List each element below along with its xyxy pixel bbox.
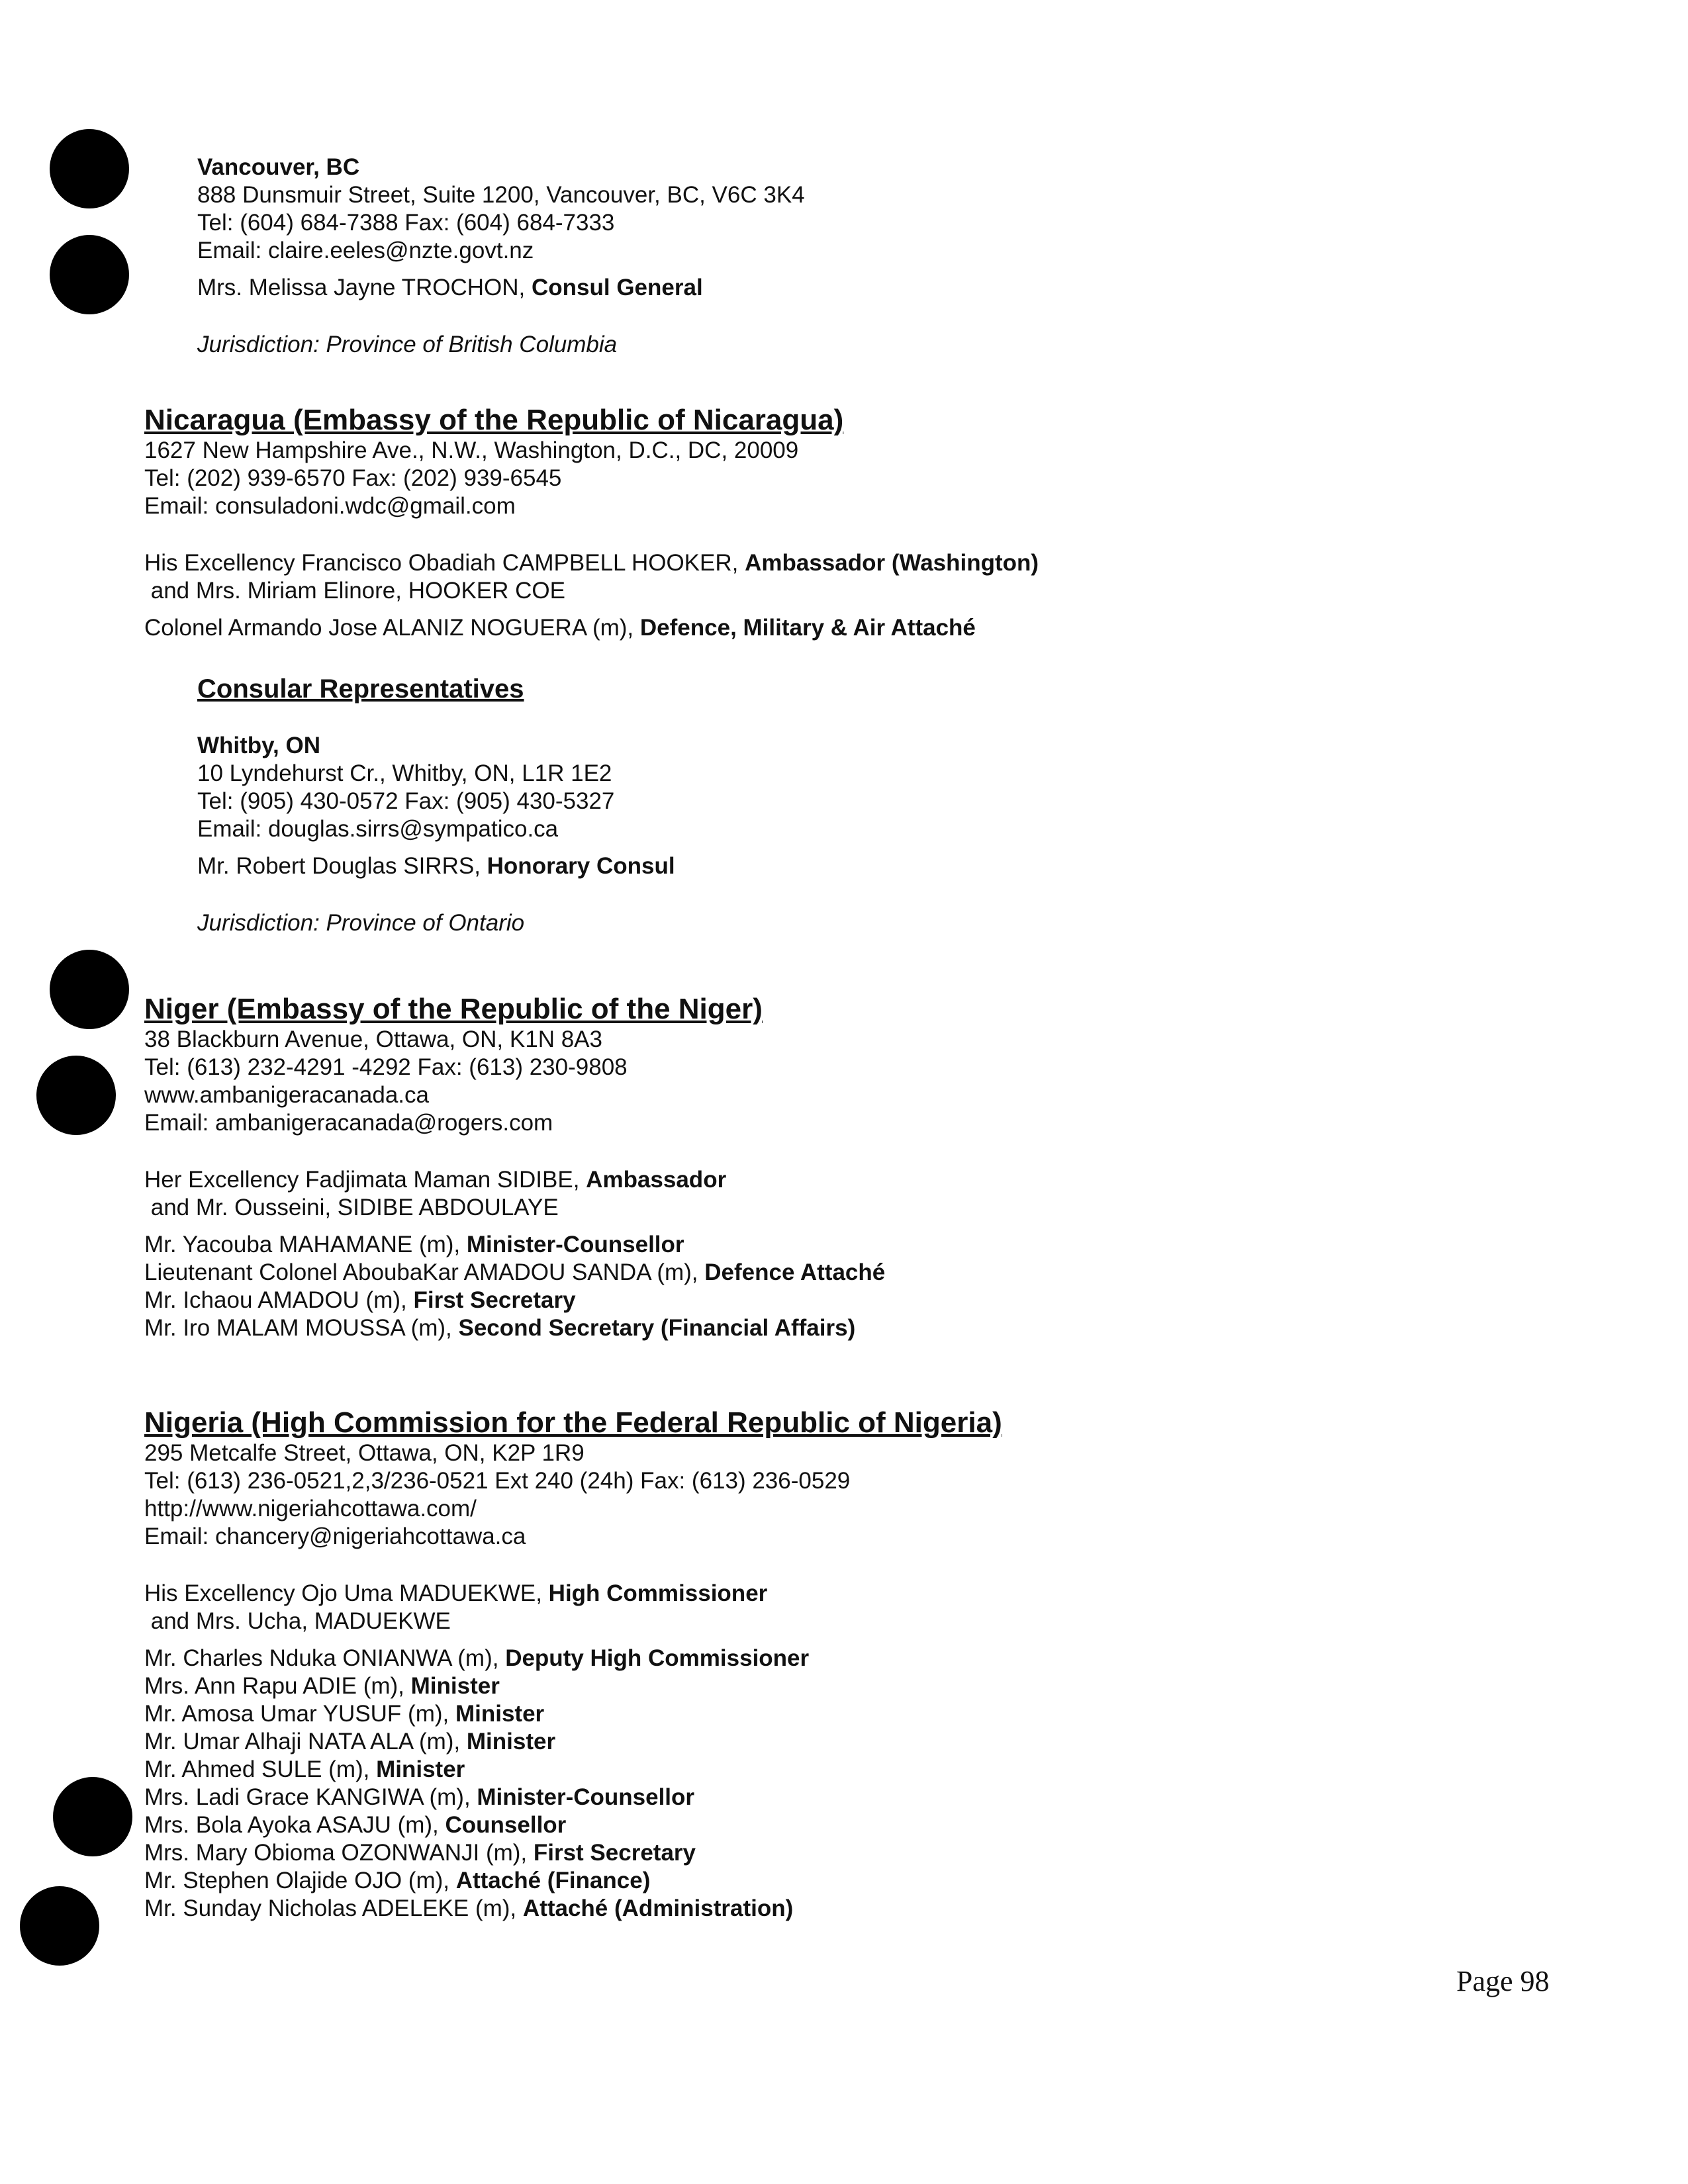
phone-fax: Tel: (613) 232-4291 -4292 Fax: (613) 230-9808: [144, 1054, 628, 1080]
staff-title: Attaché (Finance): [455, 1868, 651, 1893]
staff-title: Minister-Counsellor: [466, 1232, 684, 1257]
jurisdiction: Jurisdiction: Province of Ontario: [197, 910, 525, 936]
phone-fax: Tel: (202) 939-6570 Fax: (202) 939-6545: [144, 465, 562, 491]
email: Email: ambanigeracanada@rogers.com: [144, 1110, 553, 1136]
staff-entry: [144, 1314, 885, 1342]
nicaragua-section: [144, 404, 1039, 642]
staff-entry: [197, 852, 675, 880]
punch-hole: [20, 1886, 99, 1966]
staff-name: Mr. Stephen Olajide OJO (m),: [144, 1868, 456, 1893]
jurisdiction: Jurisdiction: Province of British Columbia: [197, 332, 618, 357]
staff-title: Consul General: [532, 275, 703, 300]
staff-name: Mrs. Ann Rapu ADIE (m),: [144, 1673, 411, 1699]
consular-representatives: [197, 675, 675, 937]
staff-name: His Excellency Ojo Uma MADUEKWE,: [144, 1580, 549, 1606]
staff-entry: [144, 1895, 1002, 1923]
staff-title: Minister: [376, 1756, 465, 1782]
phone-fax: Tel: (905) 430-0572 Fax: (905) 430-5327: [197, 788, 615, 814]
head-of-mission: [144, 1166, 885, 1194]
staff-entry: [144, 1867, 1002, 1895]
staff-name: Mr. Iro MALAM MOUSSA (m),: [144, 1315, 459, 1341]
staff-name: Mr. Ichaou AMADOU (m),: [144, 1287, 414, 1313]
email: Email: douglas.sirrs@sympatico.ca: [197, 816, 559, 842]
staff-name: Mr. Umar Alhaji NATA ALA (m),: [144, 1729, 467, 1754]
staff-title: Minister: [410, 1673, 500, 1699]
punch-hole: [50, 950, 129, 1029]
phone-fax: Tel: (613) 236-0521,2,3/236-0521 Ext 240 (24h) Fax: (613) 236-0529: [144, 1468, 851, 1494]
staff-name: His Excellency Francisco Obadiah CAMPBELL HOOKER,: [144, 550, 745, 576]
staff-title: Defence, Military & Air Attaché: [639, 615, 976, 641]
staff-entry: [144, 1756, 1002, 1784]
spouse: and Mr. Ousseini, SIDIBE ABDOULAYE: [150, 1195, 559, 1220]
staff-title: Minister-Counsellor: [477, 1784, 695, 1810]
staff-entry: [144, 614, 1039, 642]
staff-name: Mr. Sunday Nicholas ADELEKE (m),: [144, 1895, 523, 1921]
staff-name: Mrs. Melissa Jayne TROCHON,: [197, 275, 532, 300]
staff-title: Minister: [466, 1729, 556, 1754]
staff-entry: [197, 274, 805, 302]
city-name: Vancouver, BC: [197, 154, 360, 180]
staff-name: Mr. Amosa Umar YUSUF (m),: [144, 1701, 455, 1727]
address: 1627 New Hampshire Ave., N.W., Washington, D.C., DC, 20009: [144, 437, 799, 463]
staff-name: Mr. Yacouba MAHAMANE (m),: [144, 1232, 467, 1257]
niger-section: [144, 993, 885, 1342]
punch-hole: [50, 129, 129, 208]
staff-entry: [144, 1839, 1002, 1867]
email: Email: consuladoni.wdc@gmail.com: [144, 493, 516, 519]
punch-hole: [50, 235, 129, 314]
staff-title: First Secretary: [413, 1287, 576, 1313]
staff-title: High Commissioner: [548, 1580, 768, 1606]
country-heading: Nicaragua (Embassy of the Republic of Nicaragua): [144, 404, 844, 436]
staff-title: Defence Attaché: [704, 1259, 886, 1285]
staff-title: Deputy High Commissioner: [505, 1645, 810, 1671]
staff-entry: [144, 1672, 1002, 1700]
staff-name: Mr. Charles Nduka ONIANWA (m),: [144, 1645, 506, 1671]
head-of-mission: [144, 1580, 1002, 1608]
staff-entry: [144, 1645, 1002, 1672]
staff-title: Ambassador (Washington): [745, 550, 1039, 576]
section-subheading: Consular Representatives: [197, 674, 524, 704]
spouse: and Mrs. Miriam Elinore, HOOKER COE: [150, 578, 565, 604]
staff-name: Mrs. Ladi Grace KANGIWA (m),: [144, 1784, 477, 1810]
staff-title: Attaché (Administration): [522, 1895, 794, 1921]
staff-title: Minister: [455, 1701, 545, 1727]
staff-name: Mrs. Mary Obioma OZONWANJI (m),: [144, 1840, 534, 1866]
staff-name: Her Excellency Fadjimata Maman SIDIBE,: [144, 1167, 586, 1193]
staff-entry: [144, 1700, 1002, 1728]
staff-name: Colonel Armando Jose ALANIZ NOGUERA (m),: [144, 615, 640, 641]
staff-title: First Secretary: [533, 1840, 696, 1866]
staff-entry: [144, 1231, 885, 1259]
email: Email: claire.eeles@nzte.govt.nz: [197, 238, 534, 263]
staff-entry: [144, 1811, 1002, 1839]
address: 295 Metcalfe Street, Ottawa, ON, K2P 1R9: [144, 1440, 585, 1466]
staff-name: Mr. Robert Douglas SIRRS,: [197, 853, 487, 879]
staff-title: Counsellor: [445, 1812, 567, 1838]
vancouver-consulate: [197, 154, 805, 359]
email: Email: chancery@nigeriahcottawa.ca: [144, 1524, 526, 1549]
country-heading: Nigeria (High Commission for the Federal Republic of Nigeria): [144, 1406, 1002, 1439]
staff-title: Ambassador: [586, 1167, 727, 1193]
address: 10 Lyndehurst Cr., Whitby, ON, L1R 1E2: [197, 760, 612, 786]
page-number: Page 98: [1456, 1965, 1550, 1997]
nigeria-section: [144, 1406, 1002, 1923]
staff-entry: [144, 1784, 1002, 1811]
staff-entry: [144, 1728, 1002, 1756]
address: 888 Dunsmuir Street, Suite 1200, Vancouver, BC, V6C 3K4: [197, 182, 805, 208]
country-heading: Niger (Embassy of the Republic of the Niger): [144, 993, 763, 1025]
staff-name: Mr. Ahmed SULE (m),: [144, 1756, 377, 1782]
website: www.ambanigeracanada.ca: [144, 1082, 429, 1108]
staff-entry: [144, 1287, 885, 1314]
website: http://www.nigeriahcottawa.com/: [144, 1496, 477, 1522]
punch-hole: [53, 1777, 132, 1856]
punch-hole: [36, 1056, 116, 1135]
city-name: Whitby, ON: [197, 733, 320, 758]
phone-fax: Tel: (604) 684-7388 Fax: (604) 684-7333: [197, 210, 615, 236]
staff-title: Second Secretary (Financial Affairs): [458, 1315, 856, 1341]
address: 38 Blackburn Avenue, Ottawa, ON, K1N 8A3: [144, 1026, 602, 1052]
spouse: and Mrs. Ucha, MADUEKWE: [150, 1608, 451, 1634]
staff-title: Honorary Consul: [487, 853, 675, 879]
staff-name: Lieutenant Colonel AboubaKar AMADOU SANDA (m),: [144, 1259, 705, 1285]
head-of-mission: [144, 549, 1039, 577]
staff-name: Mrs. Bola Ayoka ASAJU (m),: [144, 1812, 445, 1838]
staff-entry: [144, 1259, 885, 1287]
